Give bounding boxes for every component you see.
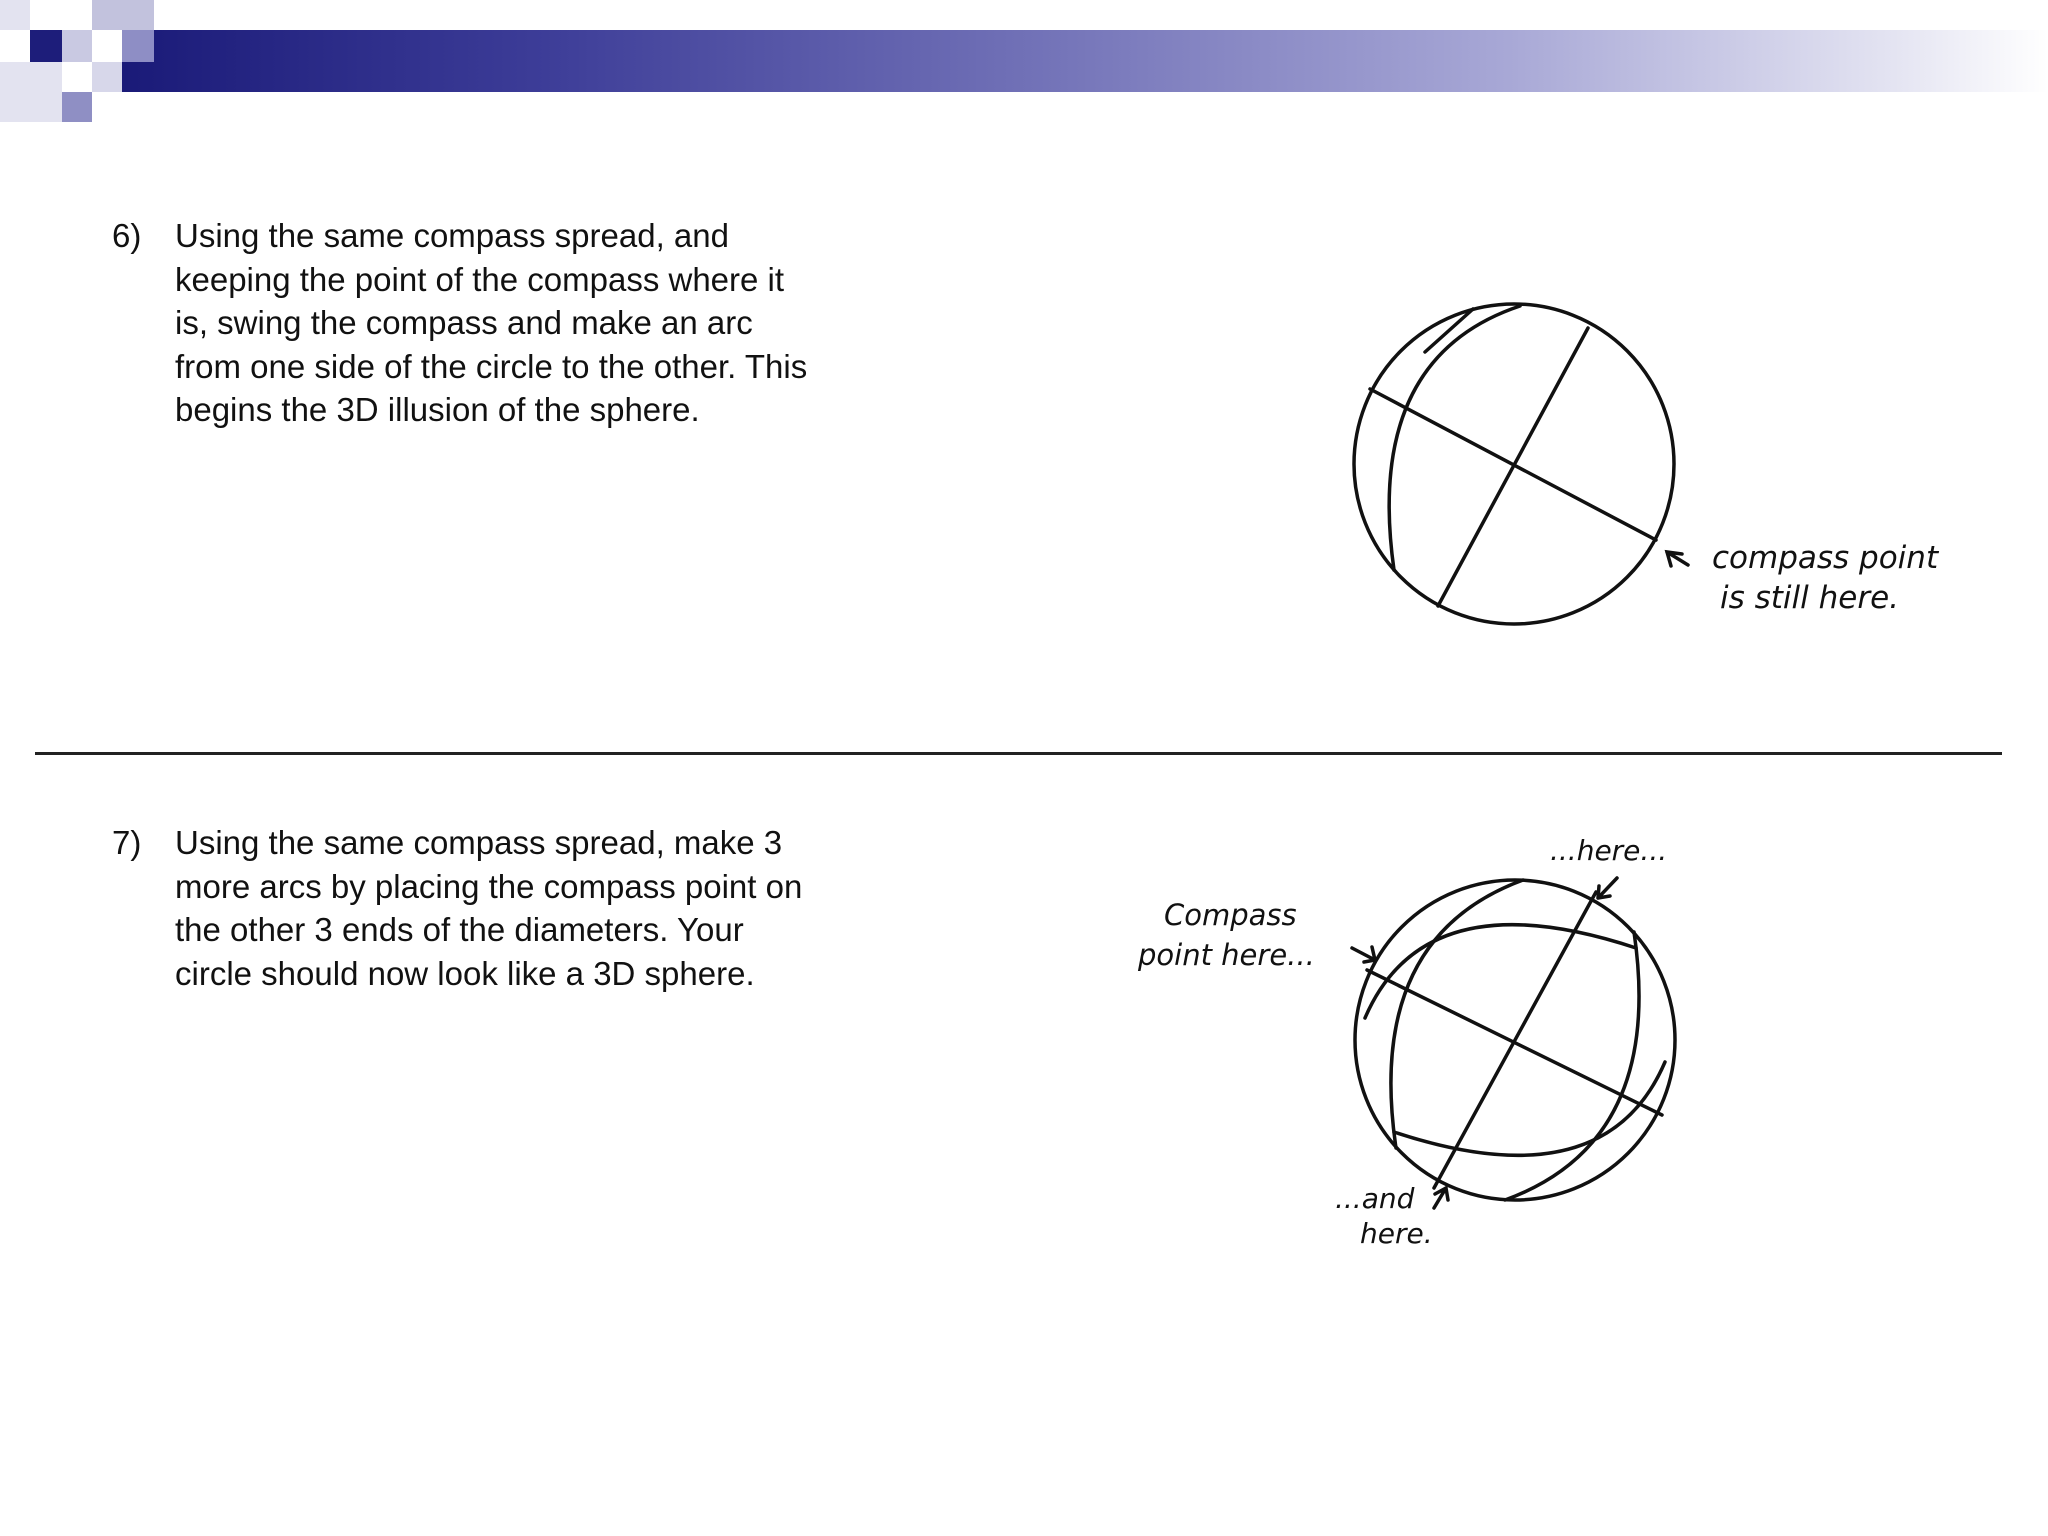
annotation-compass-label: Compass (1164, 898, 1297, 932)
compass-arc (1394, 1062, 1665, 1155)
diameter-line (1438, 328, 1588, 606)
banner-square (0, 62, 62, 122)
annotation-and: ...and (1335, 1182, 1415, 1215)
sphere-one-arc-figure (1330, 290, 2010, 640)
arrow-icon (1667, 552, 1688, 566)
diameter-line (1370, 389, 1656, 540)
diameter-line (1434, 892, 1596, 1188)
compass-arc (1365, 925, 1636, 1018)
banner-square (0, 0, 30, 30)
sphere-one-arc-drawing (1330, 290, 2010, 640)
annotation-top-here: ...here... (1550, 834, 1668, 867)
step-6-instruction (112, 214, 992, 444)
banner-square (122, 30, 154, 62)
arrow-icon (1598, 878, 1617, 898)
arrow-icon (1352, 947, 1375, 962)
annotation-point-here: point here... (1138, 938, 1315, 972)
banner-square (62, 92, 92, 122)
step-number: 6) (112, 217, 142, 254)
banner-square (92, 62, 122, 92)
diameter-line (1367, 970, 1662, 1115)
banner-square (62, 30, 92, 62)
section-divider (35, 752, 2002, 755)
step-number: 7) (112, 824, 142, 861)
annotation-compass-point: compass point (1712, 540, 1939, 576)
sphere-four-arcs-figure (1120, 830, 1710, 1260)
banner-square (92, 0, 154, 30)
banner-gradient-bar (122, 30, 2048, 92)
annotation-bottom-here: here. (1360, 1217, 1433, 1250)
step-text: Using the same compass spread, make 3 more arcs by placing the compass point on the other 3 ends of the diameters. Your circle should now look like a 3D sphere. (175, 824, 803, 992)
step-text: Using the same compass spread, and keeping the point of the compass where it is, swing the compass and make an arc from one side of the circle to the other. This begins the 3D illusion of the sphere. (175, 217, 808, 428)
annotation-still-here: is still here. (1720, 580, 1900, 616)
title-banner (0, 0, 2048, 125)
step-7-instruction (112, 821, 1032, 1011)
arrow-icon (1434, 1188, 1448, 1208)
sphere-four-arcs-drawing (1120, 830, 1710, 1260)
banner-square (30, 30, 62, 62)
